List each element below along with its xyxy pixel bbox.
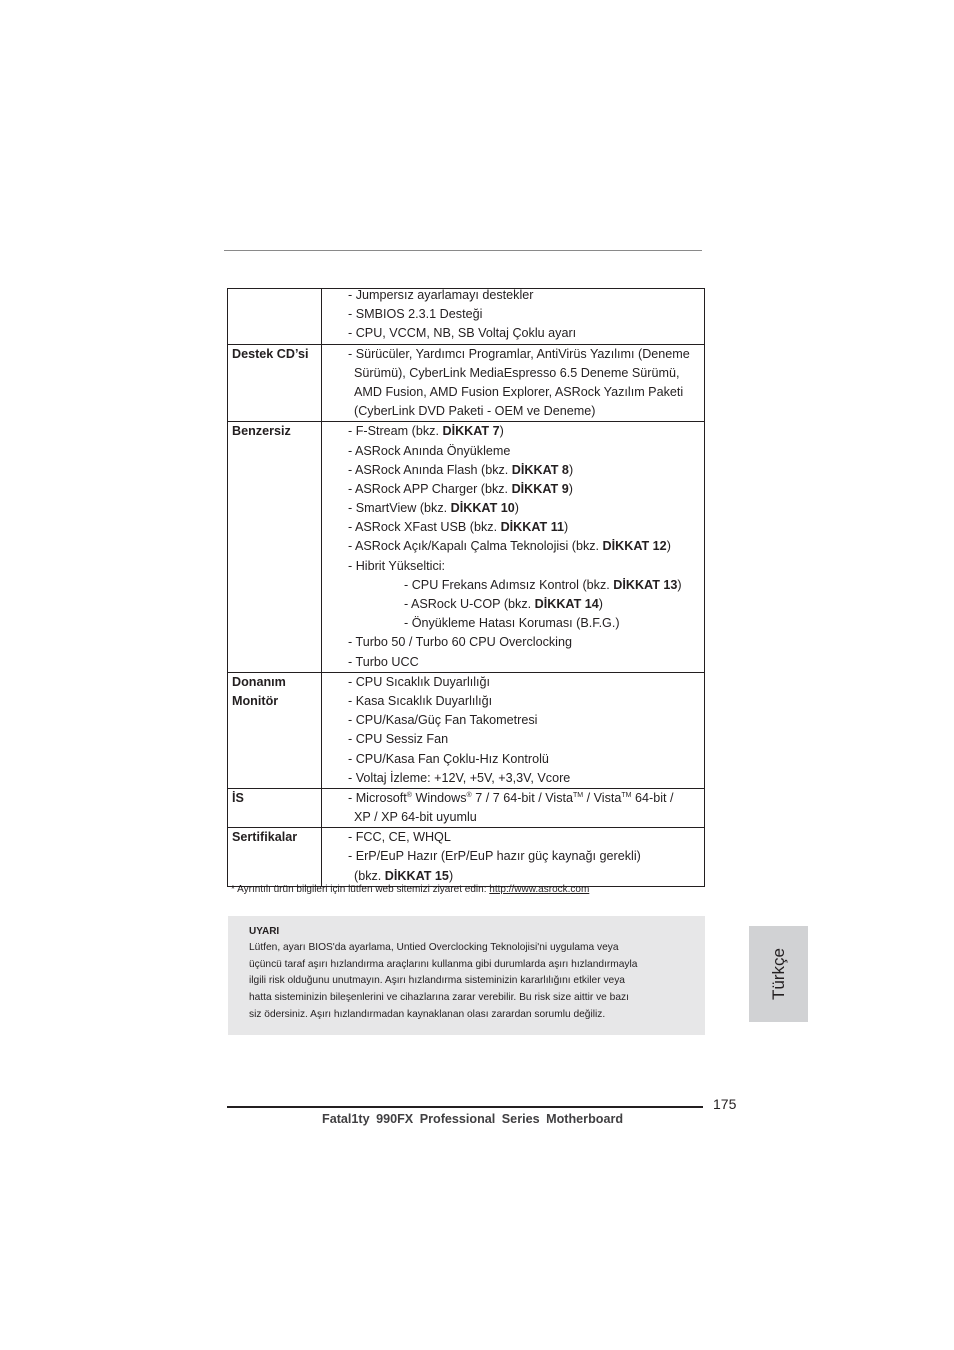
language-tab-label: Türkçe: [768, 948, 788, 1000]
warning-line: siz ödersiniz. Aşırı hızlandırmadan kaynaklanan olası zarardan sorumlu değiliz.: [249, 1008, 606, 1020]
spec-value-line: [348, 595, 704, 614]
spec-text: AMD Fusion, AMD Fusion Explorer, ASRock Yazılım Paketi: [354, 384, 684, 399]
spec-label: [228, 344, 322, 422]
spec-text: - Jumpersız ayarlamayı destekler: [348, 288, 534, 302]
spec-text: - ASRock Anında Flash (bkz.: [348, 462, 512, 477]
warning-line: hatta sisteminizin bileşenlerini ve cihazlarına zarar verebilir. Bu risk size aittir ve bazı: [249, 992, 629, 1004]
spec-text: - ASRock Anında Önyükleme: [348, 443, 511, 458]
website-link[interactable]: http://www.asrock.com: [489, 884, 590, 895]
spec-text: Windows: [411, 790, 467, 805]
footnote: [231, 884, 589, 895]
warning-line: üçüncü taraf aşırı hızlandırma araçlarını kullanma gibi durumlarda aşırı hızlandırmayla: [249, 958, 638, 970]
warning-box: [228, 916, 705, 1035]
spec-value-line: [348, 614, 704, 633]
spec-value-line: [348, 402, 704, 421]
note-reference: DİKKAT 11: [500, 520, 565, 535]
spec-value-line: [348, 345, 704, 364]
spec-text: 64-bit /: [631, 790, 674, 805]
spec-value-line: [348, 673, 704, 692]
spec-value-line: [348, 422, 704, 441]
warning-text: [249, 940, 705, 1023]
warning-line: Lütfen, ayarı BIOS'da ayarlama, Untied Overclocking Teknolojisi'ni uygulama veya: [249, 942, 619, 953]
warning-title: UYARI: [249, 926, 280, 937]
spec-label-line: Donanım: [232, 674, 286, 689]
trademark-mark: ®: [466, 791, 472, 799]
spec-text: - ASRock U-COP (bkz.: [404, 597, 535, 611]
spec-text: - ErP/EuP Hazır (ErP/EuP hazır güç kaynağı gerekli): [348, 849, 641, 864]
spec-text: - ASRock Açık/Kapalı Çalma Teknolojisi (bkz.: [348, 539, 603, 554]
spec-row: [228, 788, 705, 827]
spec-text: - CPU, VCCM, NB, SB Voltaj Çoklu ayarı: [348, 326, 577, 341]
spec-table: [227, 288, 705, 887]
spec-text: - Kasa Sıcaklık Duyarlılığı: [348, 693, 493, 708]
spec-value-line: [348, 480, 704, 499]
spec-value-line: [348, 324, 704, 343]
spec-text: - SmartView (bkz.: [348, 501, 451, 516]
spec-label-line: İS: [232, 790, 244, 805]
spec-text: - CPU/Kasa/Güç Fan Takometresi: [348, 713, 538, 728]
note-reference: DİKKAT 9: [511, 481, 569, 496]
spec-values: [322, 788, 705, 827]
note-reference: DİKKAT 12: [602, 539, 667, 554]
spec-values: [322, 672, 705, 788]
spec-value-line: [348, 711, 704, 730]
spec-text: - Sürücüler, Yardımcı Programlar, AntiVirüs Yazılımı (Deneme: [348, 346, 690, 361]
spec-value-line: [348, 653, 704, 672]
spec-value-line: [348, 557, 704, 576]
spec-text: - CPU Sessiz Fan: [348, 732, 449, 747]
spec-text: ): [499, 424, 504, 439]
spec-text: - ASRock APP Charger (bkz.: [348, 481, 512, 496]
spec-row: [228, 828, 705, 887]
spec-text: - F-Stream (bkz.: [348, 424, 443, 439]
warning-line: ilgili risk olduğunu unutmayın. Aşırı hızlandırma sisteminizin kararlılığını etkiler veya: [249, 975, 625, 987]
spec-value-line: [348, 730, 704, 749]
spec-text: ): [564, 520, 569, 535]
spec-label: [228, 828, 322, 887]
spec-value-line: [348, 692, 704, 711]
spec-text: - SMBIOS 2.3.1 Desteği: [348, 307, 483, 322]
spec-text: ): [448, 868, 454, 883]
note-reference: DİKKAT 10: [450, 501, 515, 516]
footnote-text: * Ayrıntılı ürün bilgileri için lütfen web sitemizi ziyaret edin:: [231, 884, 490, 895]
spec-table-body: [228, 289, 705, 887]
spec-label: [228, 788, 322, 827]
spec-text: - CPU Frekans Adımsız Kontrol (bkz.: [404, 577, 614, 592]
spec-text: XP / XP 64-bit uyumlu: [354, 810, 477, 825]
spec-value-line: [348, 867, 704, 886]
spec-text: / Vista: [583, 790, 622, 805]
spec-text: ): [598, 597, 603, 611]
spec-row: [228, 422, 705, 672]
spec-text: ): [666, 539, 671, 554]
spec-label-line: Sertifikalar: [232, 830, 298, 845]
note-reference: DİKKAT 7: [442, 424, 500, 439]
spec-label-line: Benzersiz: [232, 424, 291, 439]
spec-text: ): [677, 577, 682, 592]
spec-values: [322, 344, 705, 422]
spec-values: [322, 289, 705, 345]
spec-value-line: [348, 518, 704, 537]
spec-text: - Hibrit Yükseltici:: [348, 558, 446, 573]
spec-text: - Voltaj İzleme: +12V, +5V, +3,3V, Vcore: [348, 770, 571, 785]
spec-text: - Turbo 50 / Turbo 60 CPU Overclocking: [348, 635, 572, 650]
spec-label: [228, 289, 322, 345]
spec-text: 7 / 7 64-bit / Vista: [471, 790, 573, 805]
spec-text: - ASRock XFast USB (bkz.: [348, 520, 501, 535]
spec-row: [228, 289, 705, 345]
spec-label-line: Monitör: [232, 693, 279, 708]
spec-value-line: [348, 305, 704, 324]
spec-value-line: [348, 828, 704, 847]
spec-value-line: [348, 499, 704, 518]
bottom-rule: [227, 1106, 703, 1108]
footer-title: Fatal1ty 990FX Professional Series Motherboard: [322, 1112, 624, 1126]
spec-text: - Microsoft: [348, 790, 407, 805]
spec-row: [228, 672, 705, 788]
spec-value-line: [348, 576, 704, 595]
note-reference: DİKKAT 15: [384, 868, 449, 883]
spec-text: - CPU Sıcaklık Duyarlılığı: [348, 674, 491, 689]
spec-label: [228, 422, 322, 672]
spec-label: [228, 672, 322, 788]
spec-value-line: [348, 789, 704, 808]
spec-text: - FCC, CE, WHQL: [348, 830, 451, 845]
spec-text: Sürümü), CyberLink MediaEspresso 6.5 Deneme Sürümü,: [354, 365, 680, 380]
note-reference: DİKKAT 13: [613, 577, 678, 592]
spec-value-line: [348, 847, 704, 866]
trademark-mark: TM: [621, 791, 632, 799]
spec-label-line: Destek CD’si: [232, 346, 309, 361]
trademark-mark: ®: [406, 791, 412, 799]
spec-value-line: [348, 383, 704, 402]
spec-value-line: [348, 442, 704, 461]
page-number: 175: [713, 1096, 737, 1112]
spec-value-line: [348, 461, 704, 480]
trademark-mark: TM: [573, 791, 584, 799]
spec-text: ): [568, 481, 573, 496]
language-tab: [749, 926, 808, 1022]
spec-text: (CyberLink DVD Paketi - OEM ve Deneme): [354, 404, 596, 419]
spec-value-line: [348, 364, 704, 383]
spec-text: - CPU/Kasa Fan Çoklu-Hız Kontrolü: [348, 751, 549, 766]
spec-value-line: [348, 537, 704, 556]
spec-value-line: [348, 750, 704, 769]
spec-text: ): [568, 462, 574, 477]
spec-text: ): [514, 501, 519, 516]
spec-value-line: [348, 633, 704, 652]
note-reference: DİKKAT 14: [534, 597, 599, 611]
spec-values: [322, 422, 705, 672]
spec-value-line: [348, 286, 704, 305]
note-reference: DİKKAT 8: [511, 462, 569, 477]
spec-text: - Önyükleme Hatası Koruması (B.F.G.): [404, 616, 620, 631]
spec-row: [228, 344, 705, 422]
top-rule: [224, 250, 702, 251]
spec-values: [322, 828, 705, 887]
spec-value-line: [348, 769, 704, 788]
spec-text: - Turbo UCC: [348, 654, 419, 669]
spec-text: (bkz.: [354, 868, 385, 883]
spec-value-line: [348, 808, 704, 827]
